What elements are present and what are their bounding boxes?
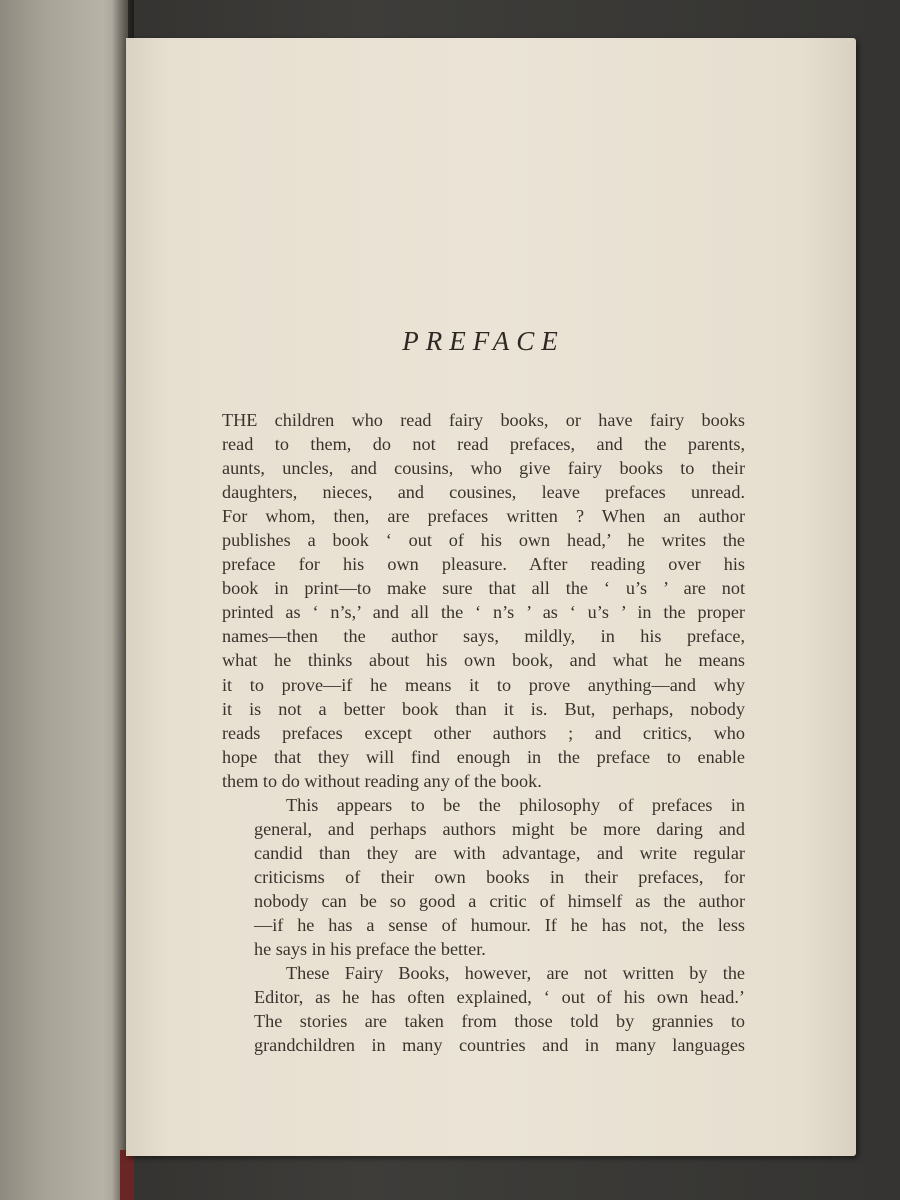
text-line: hope that they will find enough in the preface to enable: [222, 746, 745, 767]
text-line: read to them, do not read prefaces, and the parents,: [222, 434, 745, 455]
text-line: For whom, then, are prefaces written ? When an author: [222, 506, 745, 527]
cover-edge: [120, 1150, 134, 1200]
text-line: These Fairy Books, however, are not written by the: [286, 963, 745, 984]
text-line: names—then the author says, mildly, in his preface,: [222, 626, 745, 647]
text-line: printed as ‘ n’s,’ and all the ‘ n’s ’ as ‘ u’s ’ in the proper: [222, 602, 745, 623]
text-line: what he thinks about his own book, and what he means: [222, 650, 745, 671]
text-line: aunts, uncles, and cousins, who give fairy books to their: [222, 458, 745, 479]
text-line: book in print—to make sure that all the ‘ u’s ’ are not: [222, 578, 745, 599]
paragraph-2: [222, 793, 745, 961]
text-line: THE children who read fairy books, or have fairy books: [222, 410, 745, 430]
text-line: it to prove—if he means it to prove anything—and why: [222, 674, 745, 695]
text-line: preface for his own pleasure. After reading over his: [222, 554, 745, 575]
preface-body: [222, 408, 745, 1057]
text-line: publishes a book ‘ out of his own head,’ he writes the: [222, 530, 745, 551]
text-line: —if he has a sense of humour. If he has not, the less: [254, 914, 745, 935]
text-line: criticisms of their own books in their prefaces, for: [254, 866, 745, 887]
text-line: nobody can be so good a critic of himself as the author: [254, 890, 745, 911]
text-line: The stories are taken from those told by grannies to: [254, 1011, 745, 1032]
book-page: [126, 38, 856, 1156]
page-title: PREFACE: [402, 326, 565, 356]
text-line: daughters, nieces, and cousines, leave prefaces unread.: [222, 482, 745, 503]
paragraph-3: [222, 961, 745, 1057]
text-line: it is not a better book than it is. But, perhaps, nobody: [222, 698, 745, 719]
text-line: them to do without reading any of the book.: [222, 770, 542, 791]
text-line: This appears to be the philosophy of prefaces in: [286, 794, 745, 815]
paragraph-1: [222, 408, 745, 793]
text-line: candid than they are with advantage, and write regular: [254, 842, 745, 863]
text-line: reads prefaces except other authors ; and critics, who: [222, 722, 745, 743]
text-line: general, and perhaps authors might be more daring and: [254, 818, 745, 839]
text-line: Editor, as he has often explained, ‘ out of his own head.’: [254, 987, 745, 1008]
text-line: grandchildren in many countries and in many languages: [254, 1035, 745, 1056]
facing-page: [0, 0, 128, 1200]
text-line: he says in his preface the better.: [254, 939, 486, 960]
